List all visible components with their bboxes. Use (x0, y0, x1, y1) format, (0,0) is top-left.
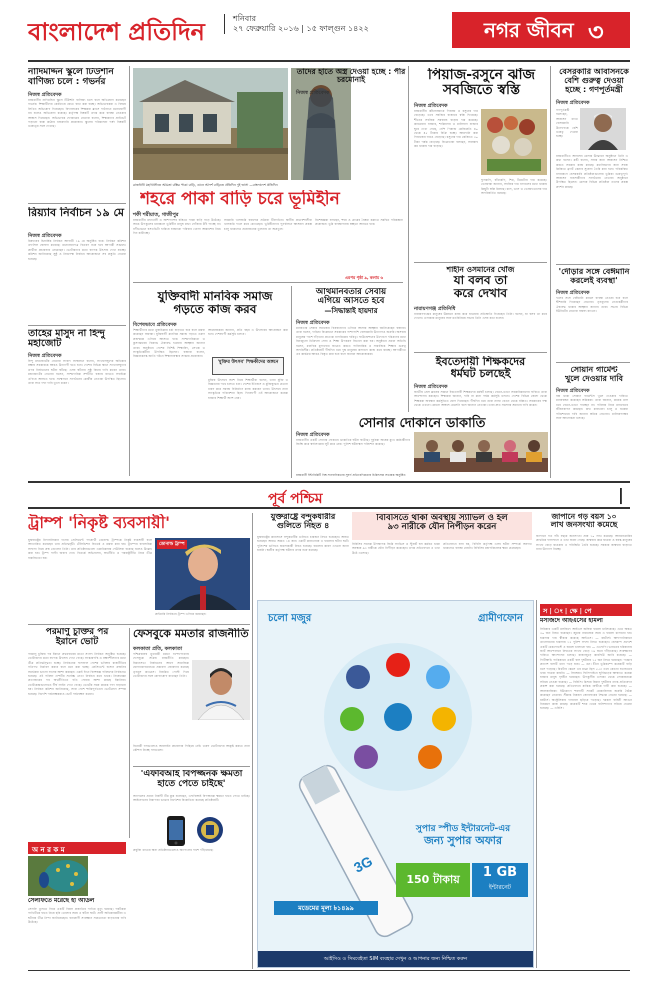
caption-gold: রাজধানী ইন্টারিমিটি বিশ্ব সাংবাদিকতার সুবর্ণ প্রতিবেদিকতায় চিকিৎসক সভায়ক অনুষ্ঠিত (296, 473, 406, 477)
headline-rational (140, 290, 290, 316)
continue-poverty: এরপর পৃষ্ঠা ৯, কলাম ৬ (345, 275, 384, 280)
body-gold: রাজধানীর একটি সোনার দোকানে ডাকাতির ঘটনা ঘটেছে। দুর্বৃত্তরা অস্ত্রের মুখে কর্মচারীদের জিম্মি করে স্বর্ণালংকার লুট করে নেয়। পুলিশ ঘটনাস্থল পরিদর্শন করেছে। (296, 438, 410, 447)
body-shongkhepe: সিরিয়ার একটি মসজিদে আইএস জঙ্গিরা হামলা চালিয়েছে। এতে অন্তত ২০ জন নিহত হয়েছেন। জুমার নামাজের সময় এ হামলা চালানো হয়। হামলার দায় স্বীকার করেছে আইএস। — রয়টার্স। আফগানিস্তানে তালেবানের হামলায় ১২ পুলিশ সদস্য নিহত হয়েছেন। হেলমান্দ প্রদেশে একটি চেকপোস্টে এ হামলা চালানো হয়। — এএফপি। ভারতের হরিয়ানায় জাট আন্দোলনে নিহতের সংখ্যা বেড়ে ১৯ জনে দাঁড়িয়েছে। সংরক্ষণের দাবিতে আন্দোলন চলছে। রাজ্যজুড়ে কারফিউ জারি রয়েছে। — পিটিআই। পাকিস্তানে একটি বাস দুর্ঘটনায় ১৫ জন নিহত হয়েছেন। পাঞ্জাব প্রদেশে বাসটি খাদে পড়ে যায়। — ডন। চীনে ভূমিকম্পে কয়েকটি বাড়ি ধসে পড়েছে। রিখটার স্কেলে এর মাত্রা ছিল ৫.২। তবে কোনো হতাহতের খবর পাওয়া যায়নি। — সিনহুয়া। ফিলিপাইনে ঘূর্ণিঝড়ের আঘাতে কয়েক হাজার মানুষ গৃহহীন হয়েছেন। উপকূলীয় এলাকা থেকে লোকজনকে সরিয়ে নেওয়া হয়েছে। — বিবিসি। মিসরে বিমান দুর্ঘটনার তদন্ত প্রতিবেদন প্রকাশ করা হয়েছে। প্রতিবেদনে যান্ত্রিক ত্রুটিকে দায়ী করা হয়েছে। — আলজাজিরা। ইউরোপে শরণার্থী সংকট মোকাবিলায় জরুরি বৈঠক করেছেন নেতারা। সীমান্ত নিয়ন্ত্রণ জোরদারের সিদ্ধান্ত নেওয়া হয়েছে। — রয়টার্স। অস্ট্রেলিয়ায় দাবানল ছড়িয়ে পড়েছে। দমকল বাহিনী আগুন নিয়ন্ত্রণে কাজ করছে। কয়েকটি শহর থেকে বাসিন্দাদের সরিয়ে নেওয়া হয়েছে। — এবিসি। (540, 627, 632, 711)
column-divider (129, 66, 130, 476)
body-mamata-2: বিরোধী দলগুলোও অনলাইন প্রচারণায় পিছিয়ে নেই। তরুণ ভোটারদের আকৃষ্ট করতে নানা কৌশল নিচ্ছে দলগুলো। (133, 744, 250, 753)
byline-poverty: শফী শরীয়াত, গাজীপুর (133, 212, 179, 218)
column-divider (129, 628, 130, 838)
medical-event-photo (414, 432, 548, 472)
headline-private-univ-line3: হচ্ছে : গণপূর্তমন্ত্রী (565, 84, 623, 94)
gold-story-block (296, 412, 548, 480)
headline-economy-line3: —সিদ্ধান্তাই হায়দার (324, 306, 378, 315)
headline-us-strike-line2: গুলিতে নিহত ৪ (276, 520, 330, 530)
byline-hindu: নিজস্ব প্রতিবেদক (28, 353, 62, 359)
body-garment: বন্ধ থাকা সোয়ান গার্মেন্টস খুলে দেওয়ার দাবিতে মানববন্ধন করেছেন শ্রমিকরা। তারা জানান, কয়েক মাস ধরে বেতন-ভাতা পাচ্ছেন না। পরিবার নিয়ে মানবেতর জীবনযাপন করছেন। দ্রুত কারখানা চালু ও বকেয়া পরিশোধের দাবি জানান শ্রমিক নেতারা। মালিকপক্ষের সঙ্গে আলোচনা চলছে। (556, 394, 628, 421)
headline-fbi (133, 770, 250, 790)
masthead (0, 0, 650, 62)
ad-offer-gb: 1 GB (482, 865, 518, 880)
minister-portrait-photo (580, 108, 626, 150)
ad-headline-line2: জন্য সুপার অফার (423, 834, 503, 847)
body-eyeman: দলের সঙ্গে বেঈমানি করলে ব্যবস্থা নেওয়া হবে বলে হুঁশিয়ারি দিয়েছেন নেতারা। তৃণমূলের নেতাকর্মীদের ঐক্যবদ্ধ থাকার আহ্বান জানান তারা। সভায় বিভিন্ন ইউনিটের নেতারা বক্তব্য রাখেন। (556, 296, 628, 314)
divider (28, 325, 126, 326)
body-union: রিয়্যাবের দ্বিবার্ষিক নির্বাচন আগামী ১৯ মে অনুষ্ঠিত হবে। নির্বাচন কমিশন তফসিল ঘোষণা করেছে। মনোনয়নপত্র বিতরণ শুরু হবে আগামী সপ্তাহে। প্রার্থীরা প্রচারণায় নেমেছেন। ভোটারদের মধ্যে ব্যাপক উৎসাহ দেখা যাচ্ছে। কমিশন জানিয়েছে সুষ্ঠু ও নিরপেক্ষ নির্বাচন আয়োজনে সব প্রস্তুতি নেওয়া হয়েছে। (28, 239, 126, 261)
byline-eyeman: নিজস্ব প্রতিবেদক (556, 290, 590, 296)
headline-teachers-line1: ইবতেদায়ী শিক্ষকদের (435, 356, 526, 368)
byline-tahrer: নিজস্ব প্রতিবেদক (296, 90, 330, 96)
body-onnorokom: সেলফি তুলতে গিয়ে একটি বিরল প্রজাতির পাখির মৃত্যু হয়েছে। পর্যটকরা পাখিটিকে হাতে নিয়ে ছবি তোলার সময় এ ঘটনা ঘটে। প্রাণী অধিকারকর্মীরা এ ঘটনার তীব্র নিন্দা জানিয়েছেন। বন্যপ্রাণী সংরক্ষণে সচেতনতা বাড়ানোর দাবি উঠেছে। (28, 907, 126, 925)
headline-hindu: তাহের মাসুদ না হিন্দু মহাজোট (28, 329, 105, 350)
body-rational-2: আয়োজকরা জানান, প্রতি বছর এ উৎসবের আয়োজন করা হবে। দেশব্যাপী কর্মসূচি চলবে। (208, 328, 288, 337)
body-poverty-3: বিশেষজ্ঞরা বলছেন, শহর ও গ্রামের বৈষম্য কমাতে সমন্বিত পরিকল্পনা প্রয়োজন। ভূমি ব্যবস্থাপনায় স্বচ্ছতা আনতে হবে। (315, 218, 403, 227)
headline-onnorokom: সেলফিতে মরেছে হাঁ আউল (28, 898, 95, 904)
onnorokom-label: অ ন র ক ম (28, 842, 126, 854)
photo-caption: রাজধানী মহাখালীতে আমতা বস্তির পাকা বাড়ি, ডানে আদর্শ বাড়িতে প্রতিদিন দুই ভাসা —বাংলাদেশ প্রতিদিন (133, 183, 278, 187)
mamata-photo (192, 660, 250, 720)
headline-private-univ-line2: বেশি গুরুত্ব দেওয়া (564, 75, 624, 85)
peacock-photo (28, 856, 88, 896)
byline-shawai: নারায়ণগঞ্জ প্রতিনিধি (414, 306, 456, 312)
byline-mamata: কলকাতা প্রতি, কলকাতা (133, 646, 183, 652)
byline-union: নিজস্ব প্রতিবেদক (28, 233, 62, 239)
headline-gold: সোনার দোকানে ডাকাতি (358, 416, 486, 431)
trump-photo (155, 538, 250, 610)
headline-iran-line2: ইরানে ভোট (55, 636, 99, 647)
dateline (224, 14, 369, 34)
headline-rational-line1: যুক্তিবাদী মানবিক সমাজ (157, 290, 273, 303)
headline-onion (414, 68, 549, 99)
purbo-section-marker: | (618, 485, 624, 504)
ad-footer: আইসিও ও সিমবেইতা SIM ব্যবহার দেখুন ও আপনার জন্য নিশ্চিত করুন (258, 951, 533, 967)
divider (28, 624, 250, 625)
divider (28, 203, 126, 204)
headline-private-univ (556, 68, 632, 94)
ad-headline-line1: সুপার স্পীড ইন্টারনেট-এর (415, 824, 511, 834)
trump-photo-label: ডোনাল্ড ট্রাম্প (159, 542, 185, 547)
ad-brand-right: গ্রামীণফোন (477, 613, 523, 624)
body-onion-1: রাজধানীর কাঁচাবাজারে পিয়াজ ও রসুনের দাম বেড়েছে। তবে সবজির বাজারে স্বস্তি ফিরেছে। শীতের সবজির সরবরাহ বাড়ায় দাম কমেছে। কারওয়ান বাজার, শান্তিনগর ও মালিবাগ বাজার ঘুরে দেখা গেছে, দেশি পিয়াজ কেজিপ্রতি ৪০ থেকে ৪৫ টাকায় বিক্রি হচ্ছে। আমদানি করা পিয়াজের দামও বেড়েছে। রসুনের দাম কেজিতে ২০ টাকা পর্যন্ত বেড়েছে। বিক্রেতারা বলছেন, সরবরাহ কম থাকায় দাম বাড়ছে। (414, 109, 478, 149)
byline-nadimuddin: নিজস্ব প্রতিবেদক (28, 92, 62, 98)
column-divider (550, 66, 551, 478)
body-bbc-2: প্রতিবেদনে বলা হয়, বিবিসি কর্তৃপক্ষ এসব ঘটনা সম্পর্কে অবগত থাকলেও ব্যবস্থা নেয়নি। বিবিসির মহাপরিচালক ক্ষমা চেয়েছেন। (443, 542, 532, 551)
svg-text:3G: 3G (351, 852, 376, 876)
headline-eyeman (556, 268, 632, 286)
modem-icon (296, 751, 416, 951)
byline-private-univ: নিজস্ব প্রতিবেদক (556, 100, 590, 106)
headline-rational-line2: গড়তে কাজ করব (173, 302, 257, 317)
divider (556, 362, 630, 363)
column-divider (252, 513, 253, 969)
body-trump-2: প্রাইমারি নির্বাচনে ট্রাম্প এগিয়ে রয়েছেন। (155, 612, 207, 616)
headline-trump: ট্রাম্প 'নিকৃষ্ট ব্যবসায়ী' (28, 514, 171, 532)
headline-teachers (414, 356, 547, 380)
headline-onion-line2: সবজিতে স্বস্তি (442, 82, 521, 99)
headline-shongkhepe: মসজিদে আইএসের হামলা (540, 618, 603, 624)
ad-offer-gb-box[interactable] (472, 863, 528, 897)
headline-japan-line1: জাপানে গড় বয়স ১০ (551, 513, 617, 521)
headline-poverty: শহরে পাকা বাড়ি চরে ভূমিহীন (140, 190, 340, 209)
headline-economy-line1: আর্থমানবতার সেবায় (315, 288, 387, 297)
headline-economy (296, 288, 406, 316)
headline-iran-line1: পরমাণু চুক্তির পর (45, 628, 109, 637)
divider (414, 352, 547, 353)
headline-eyeman-line1: 'দৌড়ার সঙ্গে বেঈমানি (558, 268, 630, 276)
headline-bbc-line1: বিবিসিতে থাকা অবস্থায় স্যাভিল ও হল (376, 514, 508, 523)
divider (414, 262, 547, 263)
headline-fbi-line1: 'এফবিআই বিপজ্জনক ক্ষমতা (140, 770, 243, 779)
body-fbi-1: অ্যাপলের প্রধান নির্বাহী টিম কুক বলেছেন, এফবিআই বিপজ্জনক ক্ষমতা হাতে পেতে চাইছে। আইফোনের নিরাপত্তা ভাঙার নির্দেশের বিরোধিতা করেছে প্রতিষ্ঠানটি। (133, 794, 250, 803)
headline-onion-line1: পিয়াজ-রসুনে ঝাঁজ (427, 68, 536, 83)
ad-offer-price[interactable]: 150 টাকায় (396, 863, 470, 897)
headline-fbi-line2: হাতে পেতে চাইছে' (157, 778, 226, 789)
ad-brand-left: চলো মজুর (268, 613, 312, 624)
headline-shawai-line2: যা বলব তা (453, 273, 508, 288)
headline-bbc (354, 514, 530, 533)
body-hindu: হিন্দু মহাজোটের নেতারা সংবাদ সম্মেলনে বলেন, সংখ্যালঘুদের অধিকার রক্ষায় সরকারকে আরও উদ্যোগী হতে হবে। দেশের বিভিন্ন স্থানে সংখ্যালঘুদের ওপর নির্যাতনের ঘটনা ঘটছে। এসব ঘটনার সুষ্ঠু বিচার দাবি করেন তারা। মহাজোটের নেতারা বলেন, সাম্প্রদায়িক সম্প্রীতি বজায় রাখতে সবাইকে এগিয়ে আসতে হবে। সম্মেলনে সংগঠনের কেন্দ্রীয় নেতারা উপস্থিত ছিলেন। তারা সাত দফা দাবি তুলে ধরেন। (28, 359, 126, 386)
body-rational-1: শিক্ষার্থীদের মধ্যে মুক্তচিন্তার চর্চা বাড়াতে হবে বলে মন্তব্য করেছেন বক্তারা। যুক্তিবাদী মানবিক সমাজ গড়তে তরুণ প্রজন্মকে এগিয়ে আসতে হবে। সাম্প্রদায়িকতা ও কুসংস্কারের বিরুদ্ধে ঐক্যবদ্ধ হওয়ার আহ্বান জানান তারা। অনুষ্ঠানে দেশের বিশিষ্ট শিক্ষাবিদ, লেখক ও সংস্কৃতিকর্মীরা উপস্থিত ছিলেন। বক্তারা বলেন, বিজ্ঞানমনস্ক জাতি গঠনে শিক্ষাব্যবস্থার সংস্কার প্রয়োজন। (133, 328, 205, 359)
vegetable-market-photo (481, 109, 547, 175)
headline-nadimuddin: নাদিমদ্দিন স্কুলে টিউশনি বাণিজ্য চলে : গভর্নর (28, 68, 114, 87)
column-divider (536, 600, 537, 968)
headline-japan (536, 513, 632, 530)
headline-mamata: ফেসবুকে মমতার রাজনীতি (133, 628, 249, 640)
body-bbc-1: বিবিসির সাবেক উপস্থাপক জিমি স্যাভিল ও স্টুয়ার্ট হল কর্মরত থাকা অবস্থায় ৯৩ নারীকে যৌন নিপীড়ন করেছেন। তদন্ত প্রতিবেদনে এ তথ্য উঠে এসেছে। (352, 542, 440, 555)
body-mamata-1: পশ্চিমবঙ্গের মুখ্যমন্ত্রী মমতা বন্দ্যোপাধ্যায় ফেসবুকে সক্রিয় রাজনীতি করছেন। বিধানসভা নির্বাচনের আগে সামাজিক যোগাযোগমাধ্যমে প্রচারণা জোরদার করেছে তৃণমূল কংগ্রেস। নিয়মিত পোস্ট দিয়ে ভোটারদের সঙ্গে যোগাযোগ রাখছেন তিনি। (133, 652, 189, 679)
headline-shawai-line1: শাহীন ওসমানের খোঁজ (446, 266, 515, 274)
body-rational-3: মুক্তির উৎসবে অংশ নিয়ে শিক্ষার্থীরা বলেন, তারা যুক্তি ও বিজ্ঞানের পথে চলতে চান। দেশের ইতিহাস ও মুক্তিযুদ্ধের চেতনা ধারণ করে সমাজ বিনির্মাণে কাজ করবেন তারা। উৎসবে নানা সাংস্কৃতিক পরিবেশনা ছিল। দিনব্যাপী এই আয়োজনে কয়েক হাজার শিক্ষার্থী অংশ নেয়। (208, 378, 288, 400)
dateline-date: ২৭ ফেব্রুয়ারি ২০১৬ | ১৫ ফাল্গুন ১৪২২ (233, 24, 369, 33)
headline-us-strike (257, 513, 349, 531)
body-shawai: নারায়ণগঞ্জের মানুষের উন্নয়নে কাজ করে যাওয়ার প্রতিশ্রুতি দিয়েছেন তিনি। বলেন, যা বলব তা করে দেখাব। এলাকার মানুষের সঙ্গে মতবিনিময় সভায় তিনি এসব কথা বলেন। (414, 312, 547, 321)
body-trump: যুক্তরাষ্ট্রের রিপাবলিকান দলের প্রেসিডেন্ট পদপ্রার্থী ডোনাল্ড ট্রাম্পকে নিকৃষ্ট ব্যবসায়ী বলে আখ্যায়িত করেছেন তার প্রতিদ্বন্দ্বী। টেলিভিশন বিতর্কে এ মন্তব্য করা হয়। ট্রাম্পের ব্যবসায়িক সাফল্য নিয়ে প্রশ্ন তোলেন তিনি। তার প্রতিষ্ঠানগুলো একাধিকবার দেউলিয়া হয়েছে বলেও উল্লেখ করা হয়। ট্রাম্প পাল্টা জবাব দেন। বিতর্কে অভিবাসন, অর্থনীতি ও পররাষ্ট্রনীতি নিয়ে তীব্র বাকবিতণ্ডা হয়। (28, 538, 152, 560)
headline-garment-line2: খুলে দেওয়ার দাবি (564, 373, 624, 383)
byline-economy: নিজস্ব প্রতিবেদক (296, 320, 330, 326)
masthead-divider (28, 60, 630, 62)
fbi-seal-photo (196, 816, 224, 844)
body-poverty-1: রাজধানীর মহাখালী ও আশপাশের বস্তিতে পাকা বাড়ি গড়ে উঠেছে। অথচ উপকূলের চরাঞ্চলে ভূমিহীন মানুষ মাথা গোঁজার ঠাঁই পাচ্ছে না। নদীভাঙনে বসতভিটা হারিয়ে হাজারো পরিবার খোলা আকাশের নিচে দিন কাটাচ্ছে। (133, 218, 221, 236)
purbo-section-bar (28, 481, 630, 509)
headline-garment-line1: সোয়ান গার্মেন্ট (570, 366, 618, 374)
pull-quote-box: 'মুক্তির উৎসব' শিক্ষকীদের অঙ্গনে (212, 357, 284, 375)
body-iran: পরমাণু চুক্তির পর ইরানে প্রথমবারের মতো সংসদ নির্বাচন অনুষ্ঠিত হয়েছে। ভোটারদের মধ্যে ব্যাপক উৎসাহ দেখা গেছে। সংস্কারপন্থি ও রক্ষণশীলদের মধ্যে তীব্র প্রতিদ্বন্দ্বিতা হচ্ছে। নির্বাচনের ফলাফল দেশের ভবিষ্যৎ রাজনীতির গতিপথ নির্ধারণ করবে বলে মনে করা হচ্ছে। প্রেসিডেন্ট হাসান রুহানির সমর্থকরা ভালো ফলের আশা করছেন। একই দিনে বিশেষজ্ঞ পরিষদের নির্বাচনও হয়েছে। এই পরিষদ দেশটির সর্বোচ্চ নেতা নির্বাচন করে থাকে। নিষেধাজ্ঞা প্রত্যাহারের পর অর্থনীতিতে গতি ফেরার আশা করছে ইরানিরা। ভোটকেন্দ্রগুলোতে দীর্ঘ লাইন দেখা গেছে। ভোটের সময় কয়েক দফা বাড়ানো হয়। নির্বাচন কমিশন জানিয়েছে, সারা দেশে শান্তিপূর্ণভাবে ভোটগ্রহণ সম্পন্ন হয়েছে। বিদেশি পর্যবেক্ষকরাও ভোট পর্যবেক্ষণ করেন। (28, 652, 126, 696)
newspaper-logo: বাংলাদেশ প্রতিদিন (28, 17, 205, 46)
headline-economy-line2: এগিয়ে আসতে হবে (317, 296, 385, 307)
headline-us-strike-line1: যুক্তরাষ্ট্রে বন্দুকধারীর (270, 513, 336, 521)
dateline-day: শনিবার (233, 14, 256, 23)
divider (133, 766, 250, 767)
divider (556, 264, 630, 265)
byline-rational: বিশেষভাবে প্রতিবেদক (133, 322, 177, 328)
body-economy: মানবতার সেবায় সমাজের বিত্তবানদের এগিয়ে আসার আহ্বান জানিয়েছেন বক্তারা। তারা বলেন, দারিদ্র্য বিমোচনে সরকারের পাশাপাশি বেসরকারি উদ্যোগও জরুরি। অসহায় মানুষের পাশে দাঁড়ানো প্রত্যেক নাগরিকের দায়িত্ব। ফাউন্ডেশনের উদ্যোগে দরিদ্রদের মধ্যে বিনামূল্যে চিকিৎসা সেবা ও শিক্ষা উপকরণ বিতরণ করা হয়। অনুষ্ঠানে প্রধান অতিথি বলেন, মানবিক মূল্যবোধ জাগ্রত করতে পারিবারিক ও সামাজিক শিক্ষার গুরুত্ব অপরিসীম। প্রতিষ্ঠানটি দীর্ঘদিন ধরে দুস্থ মানুষের কল্যাণে কাজ করে যাচ্ছে। আগামীতে এর কার্যক্রম আরও বিস্তৃত করা হবে বলে জানান আয়োজকরা। (296, 326, 406, 357)
ad-price-label: মডেমের মূল্য ৳১৪৯৯ (274, 901, 378, 915)
byline-onion: নিজস্ব প্রতিবেদক (414, 103, 448, 109)
headline-bbc-line2: ৯৩ নারীকে যৌন নিপীড়ন করেন (387, 522, 497, 533)
byline-garment: নিজস্ব প্রতিবেদক (556, 388, 590, 394)
ad-headline (398, 823, 528, 847)
body-japan: জাপানে গত পাঁচ বছরে জনসংখ্যা প্রায় ১০ লাখ কমেছে। আদমশুমারির প্রাথমিক ফলাফলে এ তথ্য জানা গেছে। জন্মহার কমে যাওয়া ও বয়স্ক মানুষের সংখ্যা বেড়ে যাওয়ায় এ পরিস্থিতি তৈরি হয়েছে। সরকার জন্মহার বাড়াতে নানা উদ্যোগ নিচ্ছে। (536, 534, 632, 552)
grameenphone-ad[interactable] (257, 600, 534, 968)
headline-garment (556, 366, 632, 384)
divider (133, 282, 403, 283)
headline-teachers-line2: ধর্মঘট চলছেই (450, 367, 511, 381)
byline-teachers: নিজস্ব প্রতিবেদক (414, 384, 448, 390)
ad-offer-sub: ইন্টারনেট (488, 884, 512, 891)
column-divider (291, 286, 292, 478)
body-nadimuddin: রাজধানীর নাদিমদ্দিন স্কুলে টিউশনি বাণিজ্য চলে বলে অভিযোগ করেছেন গভর্নর। শিক্ষার্থীদের কোচিংয়ে যেতে বাধ্য করা হচ্ছে। অভিভাবকরা এ বিষয়ে লিখিত অভিযোগ দিয়েছেন। বিদ্যালয়ের শিক্ষকরা ক্লাসে পাঠদানে মনোযোগী নন বলেও অভিযোগ রয়েছে। কর্তৃপক্ষ বিষয়টি তদন্ত করে ব্যবস্থা নেওয়ার আশ্বাস দিয়েছেন। অভিভাবক ফোরামের নেতারা বলেন, শিক্ষকদের প্রাইভেট পড়ানো বন্ধে কঠোর নজরদারি প্রয়োজন। স্কুলের পরিচালনা পর্ষদ বিষয়টি গুরুত্বের সঙ্গে দেখছে। (28, 98, 126, 129)
headline-tahrer: তাদের হাতে অস্ত্র দেওয়া হচ্ছে : পীর চরমোনাই (296, 68, 406, 85)
body-onion-2: ফুলকপি, বাঁধাকপি, শিম, টমেটোর দাম কমেছে। ভোক্তারা জানান, সবজির দাম নাগালের মধ্যে থাকায় কিছুটা স্বস্তি মিলছে। চাল, ডাল ও ভোজ্যতেলের দাম অপরিবর্তিত রয়েছে। (481, 178, 547, 196)
body-poverty-2: সরকারি খাসজমি বরাদ্দের প্রক্রিয়া ধীরগতির। স্থানীয় প্রভাবশালীরা খাসজমি দখল করে রেখেছেন। ভূমিহীনদের পুনর্বাসনে আশ্রয়ণ প্রকল্প চালু থাকলেও প্রয়োজনের তুলনায় তা অপ্রতুল। (224, 218, 312, 231)
headline-shawai (414, 266, 547, 301)
section-title: নগর জীবন (484, 18, 574, 42)
page-bottom-rule (28, 970, 630, 971)
byline-gold: নিজস্ব প্রতিবেদক (296, 432, 330, 438)
slum-house-photo (133, 68, 288, 180)
headline-iran (28, 628, 126, 648)
purbo-section-title: পূর্ব পশ্চিম (268, 491, 323, 507)
headline-shawai-line3: করে দেখাব (453, 286, 508, 301)
woman-portrait-photo (291, 68, 351, 180)
headline-eyeman-line2: করলেই ব্যবস্থা' (570, 275, 618, 285)
headline-union: রিয়্যাব নির্বাচন ১৯ মে (28, 207, 125, 219)
headline-private-univ-line1: বেসরকারি আবাসনকে (559, 68, 629, 76)
body-teachers: জাতীয় প্রেস ক্লাবের সামনে ইবতেদায়ী শিক্ষকদের ধর্মঘট চলছে। বেতন-ভাতা সরকারিকরণের দাবিতে তারা আন্দোলন করছেন। শিক্ষকরা জানান, দাবি না মানা পর্যন্ত কর্মসূচি চলবে। দেশের বিভিন্ন জেলা থেকে শিক্ষকরা অবস্থান কর্মসূচিতে যোগ দিয়েছেন। দীর্ঘদিন ধরে তারা ন্যায্য বেতন থেকে বঞ্চিত। সরকারের পক্ষ থেকে এখনো কোনো আশ্বাস মেলেনি বলে জানান নেতারা। তারা দ্রুত সমস্যার সমাধান দাবি করেন। (414, 390, 547, 408)
body-fbi-2: প্রযুক্তি খাতের অন্য প্রতিষ্ঠানগুলোও অ্যাপলের পাশে দাঁড়িয়েছে। (133, 848, 214, 852)
iphone-photo (165, 816, 187, 846)
shongkhepe-label: স | ং | ক্ষে | পে (540, 604, 632, 616)
body-private-univ-2: রাজধানীতে আবাসন মেলার উদ্বোধন অনুষ্ঠানে তিনি এ কথা বলেন। মন্ত্রী বলেন, সবার জন্য আবাসন নিশ্চিত করতে সরকার কাজ করছে। মধ্যবিত্তদের জন্য সহজ কিস্তিতে ফ্ল্যাট কেনার সুযোগ তৈরি করা হবে। পরিকল্পিত নগরায়ণে বেসরকারি প্রতিষ্ঠানগুলোর ভূমিকা গুরুত্বপূর্ণ। আবাসন ব্যবসায়ীদের সংগঠনের নেতারা অনুষ্ঠানে উপস্থিত ছিলেন। মেলায় বিভিন্ন প্রতিষ্ঠান তাদের প্রকল্প প্রদর্শন করছে। (556, 154, 628, 189)
body-private-univ-1: গণপূর্তমন্ত্রী বলেছেন, আবাসন খাতে বেসরকারি উদ্যোগকে বেশি গুরুত্ব দেওয়া হচ্ছে। (556, 108, 578, 139)
page-number: ৩ (588, 18, 604, 46)
body-us-strike: যুক্তরাষ্ট্রের কানসাসে বন্দুকধারীর গুলিতে চারজন নিহত হয়েছেন। আহত হয়েছেন আরও অন্তত ১৪ জন। একটি কারখানায় এ হামলার ঘটনা ঘটে। পুলিশের গুলিতে হামলাকারী নিহত হয়েছে। হামলার কারণ এখনো জানা যায়নি। স্থানীয় কর্তৃপক্ষ ঘটনার তদন্ত শুরু করেছে। (257, 535, 349, 553)
headline-japan-line2: লাখ জনসংখ্যা কমেছে (550, 520, 618, 530)
